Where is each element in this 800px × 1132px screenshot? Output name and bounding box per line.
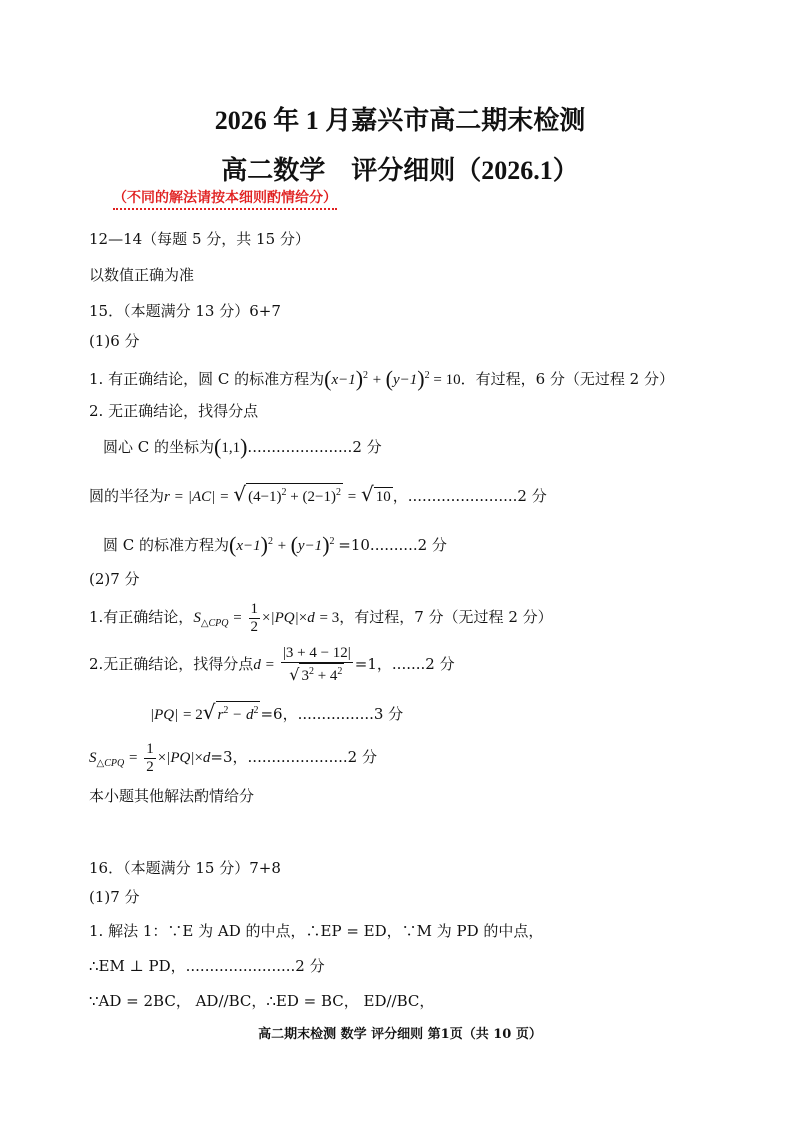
q16-part1-label: (1)7 分 [89, 888, 140, 906]
q15-line-4: 圆的半径为r = |AC| = √ $(4-1)^2 + (2-1)^2$ = √ 10 ，.......................2 分 [89, 482, 547, 506]
q15-part1-label: (1)6 分 [89, 332, 140, 350]
page-footer: 高二期末检测 数学 评分细则 第1页（共 10 页） [258, 1027, 542, 1042]
section-12-14-heading: 12—14（每题 5 分，共 15 分） [89, 230, 310, 248]
section-12-14-rule: 以数值正确为准 [89, 266, 195, 284]
page-subtitle: 高二数学 评分细则（2026.1） [221, 156, 579, 185]
q15-line-2: 2. 无正确结论，找得分点 [89, 402, 259, 420]
q16-line-2: ∴EM ⊥ PD，.......................2 分 [89, 957, 325, 975]
q15-line-8: |PQ| = 2√ $r^2 - d^2 =6$，................3 分 [150, 700, 404, 724]
q15-part2-label: (2)7 分 [89, 570, 140, 588]
page-title: 2026 年 1 月嘉兴市高二期末检测 [214, 106, 586, 135]
q15-line-7: 2.无正确结论，找得分点d = $\frac{|3 + 4 - 12|}{√ 3^2 + 4^2}$ =1，.......2 分 [89, 645, 455, 684]
q15-line-6: 1.有正确结论，$S_{\triangle CPQ}$ = $\frac{1}{2}$ ×|PQ|×d = 3，有过程，7 分（无过程 2 分） [89, 600, 553, 635]
q15-line-9: $S_{\triangle CPQ}$ = $\frac{1}{2}$ ×|PQ|×d=3，.....................2 分 [89, 740, 377, 775]
q15-line-10: 本小题其他解法酌情给分 [89, 787, 255, 805]
q15-heading: 15．（本题满分 13 分）6+7 [89, 302, 281, 320]
q15-line-1: 1. 有正确结论，圆 C 的标准方程为$(x-1)^2 + (y-1)^2 = 10$．有过程，6 分（无过程 2 分） [89, 366, 674, 391]
q16-heading: 16．（本题满分 15 分）7+8 [89, 859, 281, 877]
grading-note: （不同的解法请按本细则酌情给分） [113, 187, 337, 208]
q16-line-3: ∵AD = 2BC， AD//BC，∴ED = BC， ED//BC， [89, 992, 435, 1010]
q15-line-5: 圆 C 的标准方程为$(x-1)^2 + (y-1)^2 =10..........2$ 分 [103, 532, 447, 557]
q15-line-3: 圆心 C 的坐标为(1,1)......................2 分 [103, 434, 382, 459]
q16-line-1: 1. 解法 1：∵E 为 AD 的中点，∴EP = ED，∵M 为 PD 的中点， [89, 922, 544, 940]
